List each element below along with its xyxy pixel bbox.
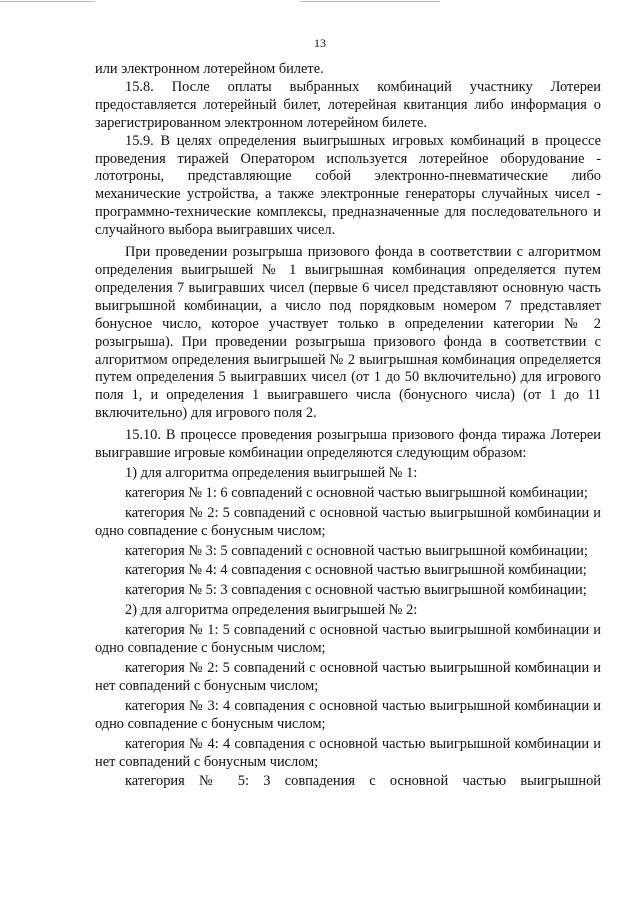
- algorithm-1-category-4: категория № 4: 4 совпадения с основной частью выигрышной комбинации;: [125, 562, 587, 579]
- scan-edge-artifact: [0, 0, 640, 4]
- algorithm-1-heading: 1) для алгоритма определения выигрышей № 1:: [125, 464, 418, 481]
- algorithm-1-category-3: категория № 3: 5 совпадений с основной частью выигрышной комбинации;: [125, 542, 588, 559]
- paragraph-15-9: 15.9. В целях определения выигрышных игровых комбинаций в процессе проведения тиражей Оператором используется лотерейное оборудование - лототроны, представляющие собой электронно-пневматические либо механические устройства, а также электронные генераторы случайных чисел - программно-технические комплексы, предназначенные для последовательного и случайного выбора выигравших чисел.: [95, 132, 601, 239]
- algorithm-2-category-1: категория № 1: 5 совпадений с основной частью выигрышной комбинации и одно совпадение с бонусным числом;: [95, 622, 601, 657]
- algorithm-2-heading: 2) для алгоритма определения выигрышей № 2:: [125, 602, 418, 619]
- page-number: 13: [314, 36, 326, 50]
- algorithm-1-category-1: категория № 1: 6 совпадений с основной частью выигрышной комбинации;: [125, 484, 588, 501]
- algorithm-2-category-3: категория № 3: 4 совпадения с основной частью выигрышной комбинации и одно совпадение с бонусным числом;: [95, 697, 601, 732]
- paragraph-15-10: 15.10. В процессе проведения розыгрыша призового фонда тиража Лотереи выигравшие игровые комбинации определяются следующим образом:: [95, 427, 601, 462]
- paragraph-15-8: 15.8. После оплаты выбранных комбинаций участнику Лотереи предоставляется лотерейный билет, лотерейная квитанция либо информация о зарегистрированном электронном лотерейном билете.: [95, 78, 601, 131]
- paragraph-continuation: или электронном лотерейном билете.: [95, 61, 324, 77]
- paragraph-draw-algorithms: При проведении розыгрыша призового фонда в соответствии с алгоритмом определения выигрышей № 1 выигрышная комбинация определяется путем определения 7 выигравших чисел (первые 6 чисел представляют основную часть выигрышной комбинации, а число под порядковым номером 7 представляет бонусное число, которое участвует только в определении категории № 2 розыгрыша). При проведении розыгрыша призового фонда в соответствии с алгоритмом определения выигрышей № 2 выигрышная комбинация определяется путем определения 5 выигравших чисел (от 1 до 50 включительно) для игрового поля 1, и определения 1 выигравшего числа (бонусного числа) (от 1 до 11 включительно) для игрового поля 2.: [95, 244, 601, 422]
- document-body: [95, 61, 601, 791]
- algorithm-2-category-5: категория № 5: 3 совпадения с основной частью выигрышной: [125, 773, 601, 790]
- algorithm-2-category-4: категория № 4: 4 совпадения с основной частью выигрышной комбинации и нет совпадений с бонусным числом;: [95, 735, 601, 770]
- algorithm-1-category-5: категория № 5: 3 совпадения с основной частью выигрышной комбинации;: [125, 582, 587, 599]
- algorithm-2-category-2: категория № 2: 5 совпадений с основной частью выигрышной комбинации и нет совпадений с бонусным числом;: [95, 660, 601, 694]
- algorithm-1-category-2: категория № 2: 5 совпадений с основной частью выигрышной комбинации и одно совпадение с бонусным числом;: [95, 504, 601, 539]
